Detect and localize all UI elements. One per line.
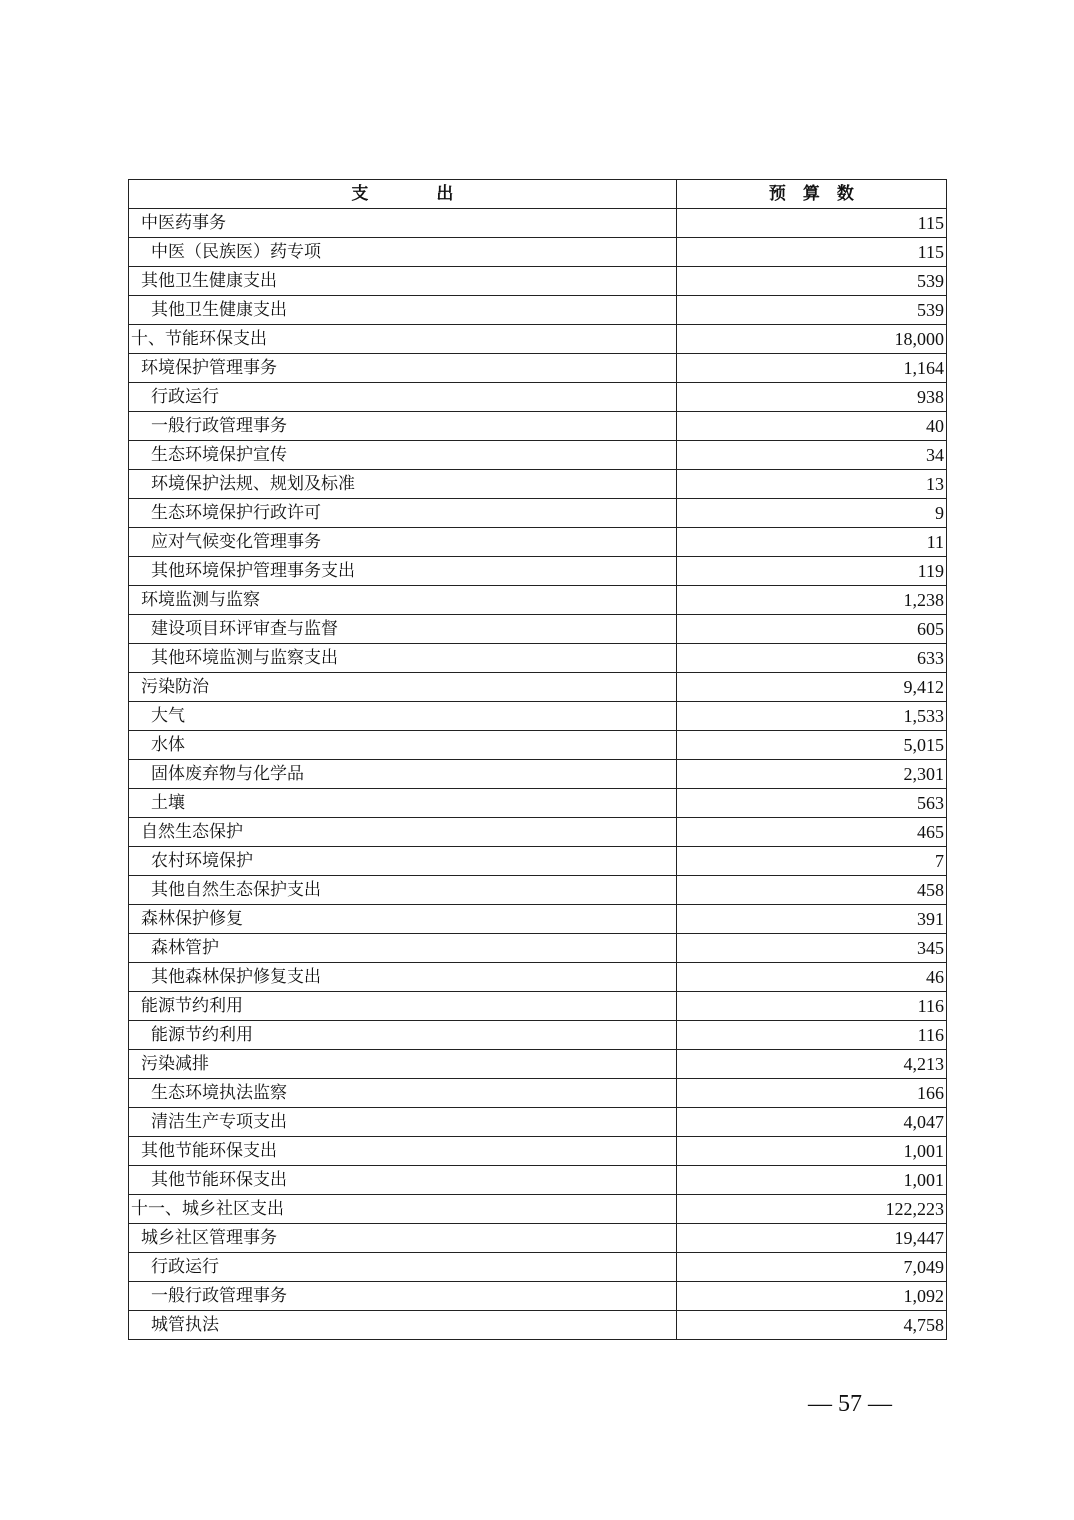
row-item-amount: 633 (676, 644, 946, 673)
row-item-amount: 1,001 (676, 1137, 946, 1166)
table-row (129, 499, 947, 528)
table-row (129, 441, 947, 470)
row-item-name: 环境监测与监察 (129, 586, 677, 615)
row-item-name: 生态环境保护行政许可 (129, 499, 677, 528)
table-row (129, 1021, 947, 1050)
row-item-amount: 13 (676, 470, 946, 499)
row-item-name: 其他环境监测与监察支出 (129, 644, 677, 673)
table-row (129, 905, 947, 934)
row-item-name: 其他卫生健康支出 (129, 267, 677, 296)
row-item-name: 清洁生产专项支出 (129, 1108, 677, 1137)
row-item-amount: 539 (676, 296, 946, 325)
table-row (129, 528, 947, 557)
row-item-name: 其他环境保护管理事务支出 (129, 557, 677, 586)
table-row (129, 238, 947, 267)
row-item-name: 城乡社区管理事务 (129, 1224, 677, 1253)
row-item-amount: 119 (676, 557, 946, 586)
row-item-amount: 4,758 (676, 1311, 946, 1340)
table-row (129, 1166, 947, 1195)
row-item-amount: 7 (676, 847, 946, 876)
table-body (129, 209, 947, 1340)
row-item-name: 应对气候变化管理事务 (129, 528, 677, 557)
row-item-name: 其他卫生健康支出 (129, 296, 677, 325)
row-item-amount: 1,092 (676, 1282, 946, 1311)
row-item-name: 行政运行 (129, 1253, 677, 1282)
row-item-name: 十一、城乡社区支出 (129, 1195, 677, 1224)
table-row (129, 615, 947, 644)
row-item-name: 污染减排 (129, 1050, 677, 1079)
table-row (129, 1224, 947, 1253)
row-item-amount: 1,001 (676, 1166, 946, 1195)
row-item-name: 自然生态保护 (129, 818, 677, 847)
row-item-name: 一般行政管理事务 (129, 1282, 677, 1311)
row-item-amount: 391 (676, 905, 946, 934)
row-item-amount: 1,164 (676, 354, 946, 383)
row-item-amount: 34 (676, 441, 946, 470)
row-item-amount: 563 (676, 789, 946, 818)
row-item-amount: 40 (676, 412, 946, 441)
row-item-amount: 9 (676, 499, 946, 528)
row-item-amount: 5,015 (676, 731, 946, 760)
row-item-name: 污染防治 (129, 673, 677, 702)
table-row (129, 383, 947, 412)
row-item-amount: 1,238 (676, 586, 946, 615)
table-row (129, 1137, 947, 1166)
table-row (129, 963, 947, 992)
table-row (129, 1282, 947, 1311)
row-item-name: 建设项目环评审查与监督 (129, 615, 677, 644)
row-item-name: 大气 (129, 702, 677, 731)
table-header-row (129, 180, 947, 209)
row-item-amount: 7,049 (676, 1253, 946, 1282)
table-row (129, 673, 947, 702)
row-item-name: 水体 (129, 731, 677, 760)
row-item-amount: 345 (676, 934, 946, 963)
header-budget-amount: 预 算 数 (676, 180, 946, 209)
table-row (129, 1253, 947, 1282)
table-row (129, 702, 947, 731)
table-row (129, 557, 947, 586)
row-item-name: 土壤 (129, 789, 677, 818)
row-item-name: 其他自然生态保护支出 (129, 876, 677, 905)
row-item-name: 中医药事务 (129, 209, 677, 238)
row-item-amount: 18,000 (676, 325, 946, 354)
row-item-amount: 539 (676, 267, 946, 296)
header-expenditure: 支 出 (129, 180, 677, 209)
row-item-name: 生态环境执法监察 (129, 1079, 677, 1108)
row-item-amount: 4,213 (676, 1050, 946, 1079)
table-row (129, 760, 947, 789)
row-item-name: 十、节能环保支出 (129, 325, 677, 354)
row-item-amount: 115 (676, 209, 946, 238)
table-row (129, 1108, 947, 1137)
row-item-amount: 465 (676, 818, 946, 847)
table-row (129, 818, 947, 847)
row-item-name: 森林管护 (129, 934, 677, 963)
table-row (129, 992, 947, 1021)
table-row (129, 267, 947, 296)
table-row (129, 296, 947, 325)
row-item-amount: 938 (676, 383, 946, 412)
row-item-name: 农村环境保护 (129, 847, 677, 876)
row-item-name: 一般行政管理事务 (129, 412, 677, 441)
table-row (129, 876, 947, 905)
table-row (129, 1195, 947, 1224)
row-item-amount: 46 (676, 963, 946, 992)
row-item-amount: 115 (676, 238, 946, 267)
budget-expenditure-table (128, 179, 947, 1340)
row-item-amount: 122,223 (676, 1195, 946, 1224)
row-item-name: 环境保护法规、规划及标准 (129, 470, 677, 499)
row-item-name: 城管执法 (129, 1311, 677, 1340)
row-item-amount: 11 (676, 528, 946, 557)
row-item-amount: 458 (676, 876, 946, 905)
table-row (129, 644, 947, 673)
table-row (129, 586, 947, 615)
table-row (129, 1050, 947, 1079)
row-item-name: 固体废弃物与化学品 (129, 760, 677, 789)
row-item-amount: 2,301 (676, 760, 946, 789)
table-row (129, 412, 947, 441)
row-item-name: 中医（民族医）药专项 (129, 238, 677, 267)
table-row (129, 789, 947, 818)
row-item-amount: 116 (676, 1021, 946, 1050)
table-row (129, 354, 947, 383)
row-item-amount: 19,447 (676, 1224, 946, 1253)
row-item-name: 环境保护管理事务 (129, 354, 677, 383)
page-number: — 57 — (808, 1391, 892, 1417)
row-item-name: 能源节约利用 (129, 1021, 677, 1050)
row-item-name: 生态环境保护宣传 (129, 441, 677, 470)
table-row (129, 1311, 947, 1340)
table-row (129, 1079, 947, 1108)
row-item-amount: 4,047 (676, 1108, 946, 1137)
row-item-name: 能源节约利用 (129, 992, 677, 1021)
table-row (129, 934, 947, 963)
row-item-amount: 166 (676, 1079, 946, 1108)
table-row (129, 731, 947, 760)
table-row (129, 847, 947, 876)
table-row (129, 209, 947, 238)
row-item-name: 其他节能环保支出 (129, 1166, 677, 1195)
table-row (129, 470, 947, 499)
row-item-name: 其他节能环保支出 (129, 1137, 677, 1166)
row-item-name: 其他森林保护修复支出 (129, 963, 677, 992)
row-item-amount: 116 (676, 992, 946, 1021)
row-item-amount: 9,412 (676, 673, 946, 702)
table-row (129, 325, 947, 354)
row-item-amount: 605 (676, 615, 946, 644)
row-item-name: 森林保护修复 (129, 905, 677, 934)
row-item-amount: 1,533 (676, 702, 946, 731)
row-item-name: 行政运行 (129, 383, 677, 412)
